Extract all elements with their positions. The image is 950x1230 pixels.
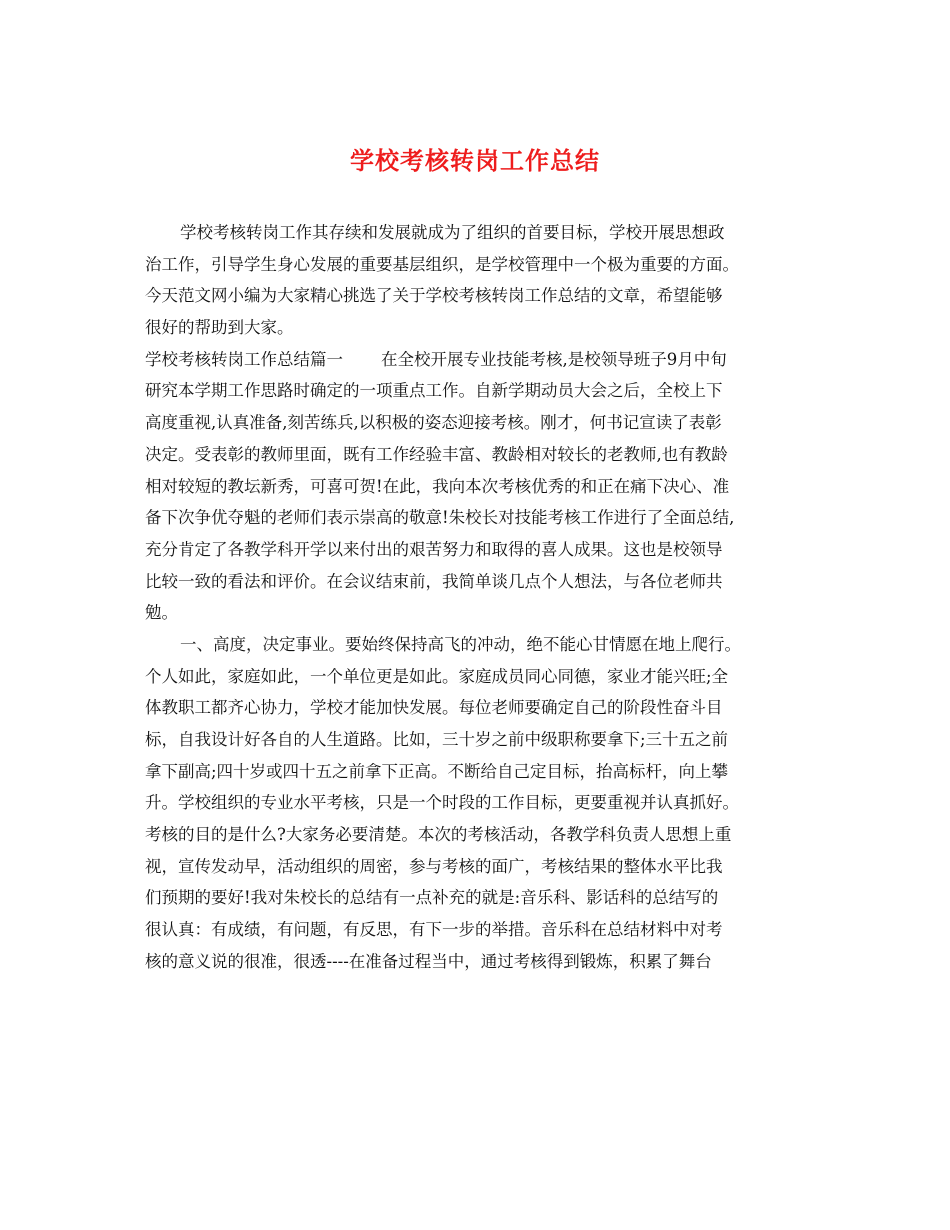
point-one-line: 一、高度，决定事业。要始终保持高飞的冲动，绝不能心甘情愿在地上爬行。 xyxy=(180,634,741,654)
section-line: 勉。 xyxy=(145,603,178,623)
intro-paragraph xyxy=(145,217,813,344)
intro-line: 治工作，引导学生身心发展的重要基层组织，是学校管理中一个极为重要的方面。 xyxy=(145,254,739,274)
point-one-paragraph xyxy=(145,629,813,978)
point-one-line: 们预期的要好!我对朱校长的总结有一点补充的就是:音乐科、影话科的总结写的 xyxy=(145,888,719,908)
point-one-line: 考核的目的是什么?大家务必要清楚。本次的考核活动，各教学科负责人思想上重 xyxy=(145,825,732,845)
section-line: 高度重视,认真准备,刻苦练兵,以积极的姿态迎接考核。刚才，何书记宣读了表彰 xyxy=(145,413,722,433)
intro-line: 学校考核转岗工作其存续和发展就成为了组织的首要目标，学校开展思想政 xyxy=(180,223,725,242)
point-one-line: 体教职工都齐心协力，学校才能加快发展。每位老师要确定自己的阶段性奋斗目 xyxy=(145,698,723,718)
point-one-line: 标，自我设计好各自的人生道路。比如，三十岁之前中级职称要拿下;三十五之前 xyxy=(145,730,729,749)
document-body xyxy=(145,217,813,978)
point-one-line: 个人如此，家庭如此，一个单位更是如此。家庭成员同心同德，家业才能兴旺;全 xyxy=(145,666,729,686)
section-first-line xyxy=(145,344,813,376)
section-line: 备下次争优夺魁的老师们表示崇高的敬意!朱校长对技能考核工作进行了全面总结, xyxy=(145,508,735,528)
section-first-text: 在全校开展专业技能考核,是校领导班子9月中旬 xyxy=(381,349,727,369)
point-one-line: 拿下副高;四十岁或四十五之前拿下正高。不断给自己定目标，抬高标杆，向上攀 xyxy=(145,761,729,781)
point-one-line: 核的意义说的很准，很透----在准备过程当中，通过考核得到锻炼，积累了舞台 xyxy=(145,951,712,971)
point-one-line: 视，宣传发动早，活动组织的周密，参与考核的面广，考核结果的整体水平比我 xyxy=(145,856,723,876)
section-line: 比较一致的看法和评价。在会议结束前，我简单谈几点个人想法，与各位老师共 xyxy=(145,571,723,591)
section-line: 相对较短的教坛新秀，可喜可贺!在此，我向本次考核优秀的和正在痛下决心、准 xyxy=(145,476,730,496)
section-line: 研究本学期工作思路时确定的一项重点工作。自新学期动员大会之后，全校上下 xyxy=(145,381,723,401)
section-line: 决定。受表彰的教师里面，既有工作经验丰富、教龄相对较长的老教师,也有教龄 xyxy=(145,444,728,464)
point-one-line: 升。学校组织的专业水平考核，只是一个时段的工作目标，更要重视并认真抓好。 xyxy=(145,793,739,813)
section-line: 充分肯定了各教学科开学以来付出的艰苦努力和取得的喜人成果。这也是校领导 xyxy=(145,539,723,559)
point-one-line: 很认真：有成绩，有问题，有反思，有下一步的举措。音乐科在总结材料中对考 xyxy=(145,920,723,940)
section-paragraph xyxy=(145,344,813,629)
section-heading: 学校考核转岗工作总结篇一 xyxy=(145,349,343,369)
intro-line: 今天范文网小编为大家精心挑选了关于学校考核转岗工作总结的文章，希望能够 xyxy=(145,286,723,306)
document-title: 学校考核转岗工作总结 xyxy=(350,146,600,175)
intro-line: 很好的帮助到大家。 xyxy=(145,318,294,338)
